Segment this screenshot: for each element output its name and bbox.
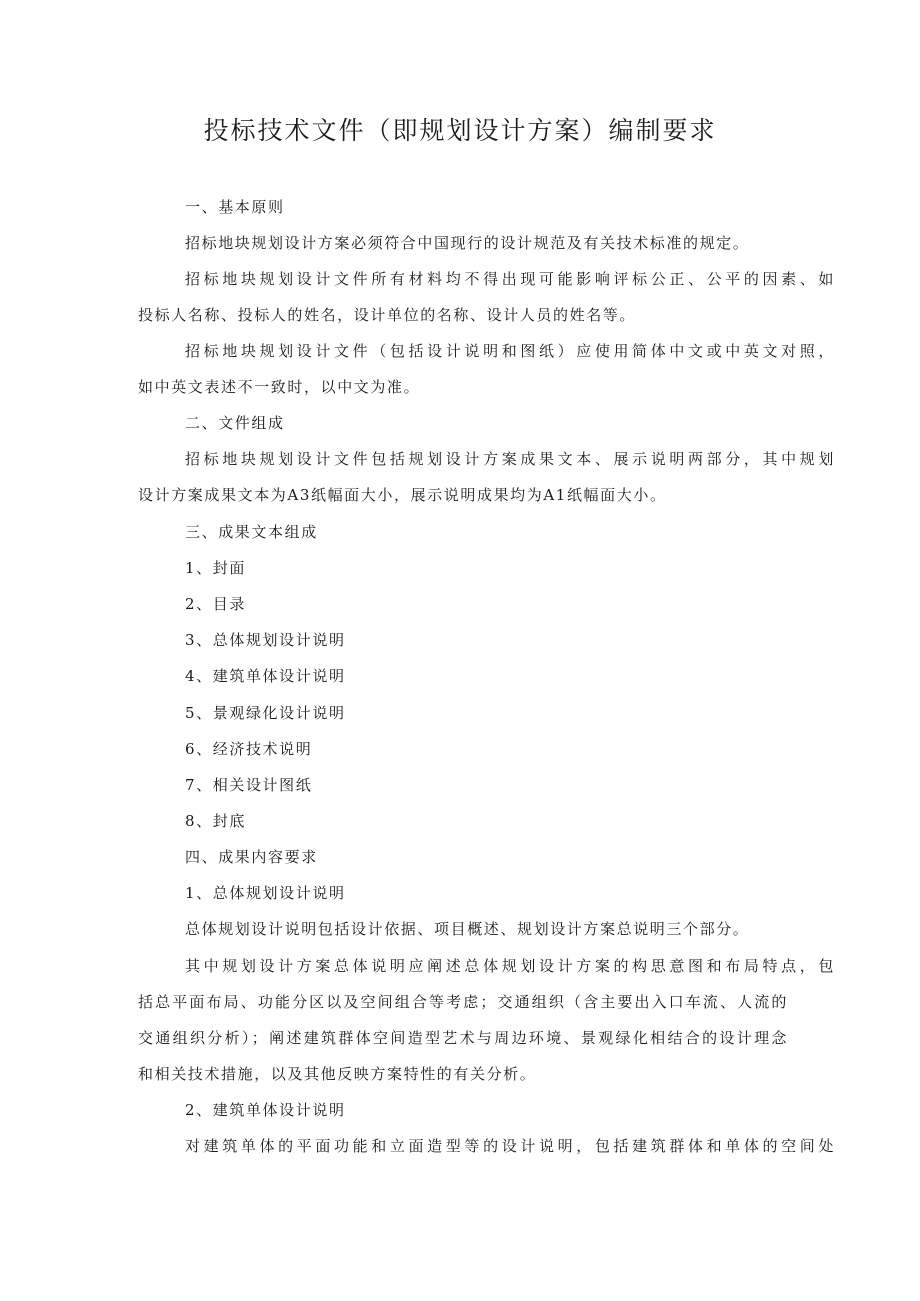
paragraph-line: 招标地块规划设计文件所有材料均不得出现可能影响评标公正、公平的因素、如	[185, 270, 835, 288]
paragraph-line: 投标人名称、投标人的姓名，设计单位的名称、设计人员的姓名等。	[138, 306, 637, 324]
list-item: 2、目录	[185, 595, 246, 613]
section-heading-text-composition: 三、成果文本组成	[185, 523, 318, 541]
paragraph-line: 括总平面布局、功能分区以及空间组合等考虑；交通组织（含主要出入口车流、人流的	[138, 993, 788, 1011]
paragraph-line: 其中规划设计方案总体说明应阐述总体规划设计方案的构思意图和布局特点，包	[185, 957, 835, 975]
list-item: 3、总体规划设计说明	[185, 631, 346, 649]
section-heading-file-composition: 二、文件组成	[185, 414, 285, 432]
paragraph-line: 总体规划设计说明包括设计依据、项目概述、规划设计方案总说明三个部分。	[185, 920, 750, 938]
paragraph-line: 招标地块规划设计文件（包括设计说明和图纸）应使用简体中文或中英文对照，	[185, 342, 835, 360]
sub-heading: 2、建筑单体设计说明	[185, 1101, 346, 1119]
list-item: 4、建筑单体设计说明	[185, 667, 346, 685]
list-item: 6、经济技术说明	[185, 740, 313, 758]
sub-heading: 1、总体规划设计说明	[185, 884, 346, 902]
document-title: 投标技术文件（即规划设计方案）编制要求	[203, 116, 717, 145]
list-item: 5、景观绿化设计说明	[185, 704, 346, 722]
paragraph-line: 招标地块规划设计文件包括规划设计方案成果文本、展示说明两部分，其中规划	[185, 450, 835, 468]
section-heading-basic-principles: 一、基本原则	[185, 198, 285, 216]
paragraph-line: 对建筑单体的平面功能和立面造型等的设计说明，包括建筑群体和单体的空间处	[185, 1137, 835, 1155]
list-item: 1、封面	[185, 559, 246, 577]
section-heading-content-requirements: 四、成果内容要求	[185, 848, 318, 866]
list-item: 8、封底	[185, 812, 246, 830]
paragraph-line: 招标地块规划设计方案必须符合中国现行的设计规范及有关技术标准的规定。	[185, 234, 750, 252]
paragraph-line: 交通组织分析）；阐述建筑群体空间造型艺术与周边环境、景观绿化相结合的设计理念	[138, 1029, 788, 1047]
paragraph-line: 和相关技术措施，以及其他反映方案特性的有关分析。	[138, 1065, 537, 1083]
paragraph-line: 设计方案成果文本为A3纸幅面大小，展示说明成果均为A1纸幅面大小。	[138, 486, 667, 504]
list-item: 7、相关设计图纸	[185, 776, 313, 794]
paragraph-line: 如中英文表述不一致时，以中文为准。	[138, 378, 421, 396]
